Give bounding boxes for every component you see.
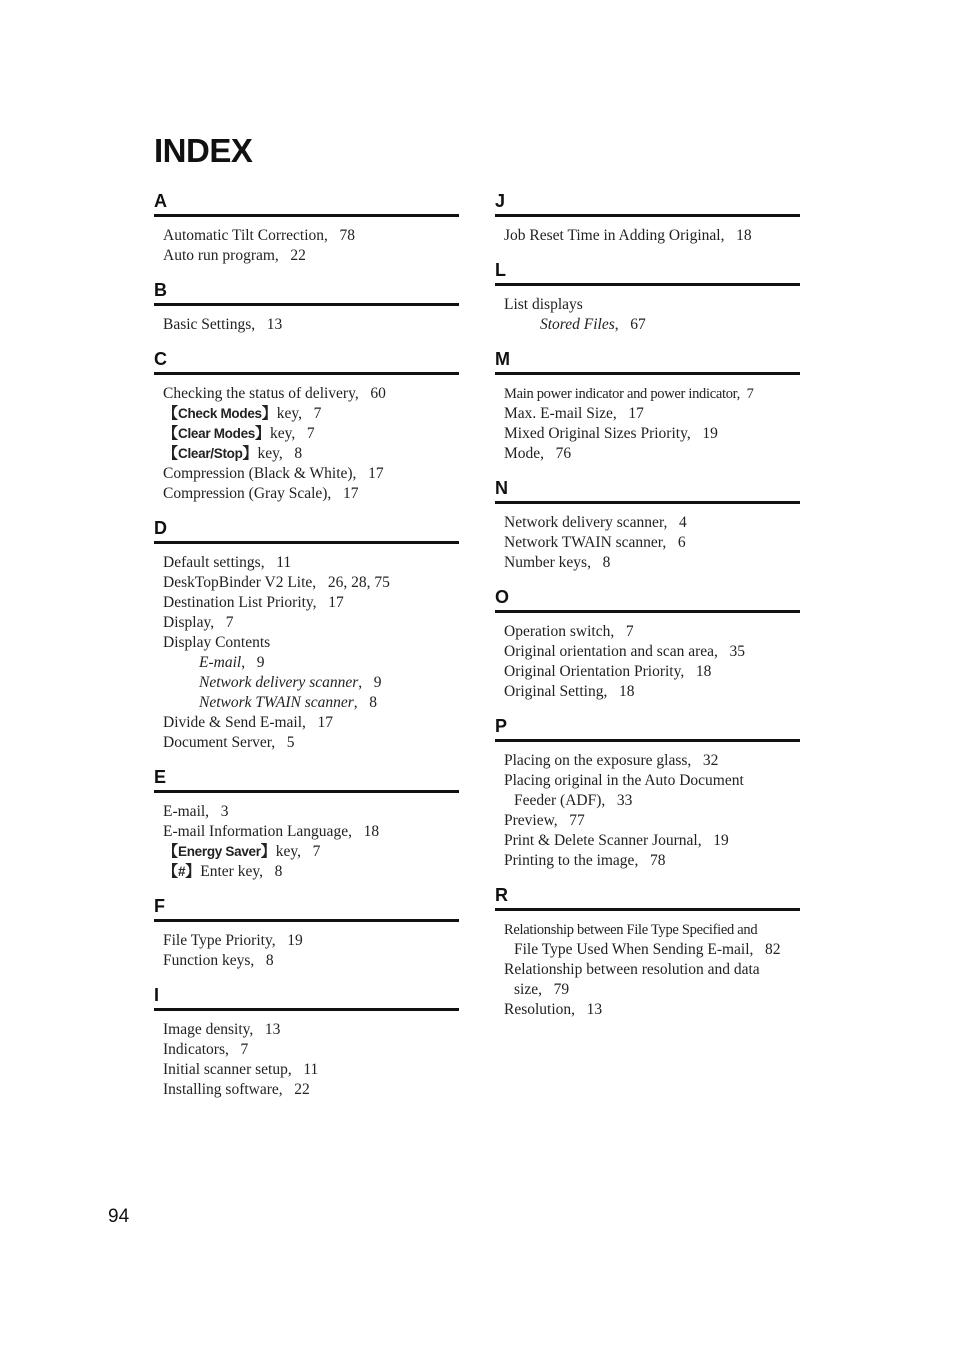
section-letter: E	[154, 766, 459, 793]
section-j	[495, 190, 800, 246]
section-letter: D	[154, 517, 459, 544]
index-entry: Basic Settings, 13	[163, 316, 283, 333]
index-entry: Mixed Original Sizes Priority, 19	[504, 425, 718, 442]
section-letter: J	[495, 190, 800, 217]
index-entry: Compression (Gray Scale), 17	[163, 485, 359, 502]
key-name: Energy Saver	[178, 844, 261, 859]
index-title: INDEX	[154, 132, 253, 169]
index-entry: Divide & Send E-mail, 17	[163, 714, 334, 731]
section-letter: P	[495, 715, 800, 742]
index-entry: Placing original in the Auto Document	[504, 772, 744, 789]
index-entry: 【Clear/Stop】key, 8	[163, 445, 303, 462]
index-entry-continuation: size, 79	[514, 981, 570, 998]
index-entry: Network delivery scanner, 4	[504, 514, 687, 531]
index-entry: Function keys, 8	[163, 952, 274, 969]
index-entry: Preview, 77	[504, 812, 585, 829]
index-entry: Indicators, 7	[163, 1041, 249, 1058]
index-subentry: E-mail, 9	[199, 654, 265, 671]
index-entry: Original Setting, 18	[504, 683, 635, 700]
section-letter: I	[154, 984, 459, 1011]
section-d	[154, 517, 459, 753]
index-column-right	[495, 190, 800, 1033]
index-entry: Auto run program, 22	[163, 247, 306, 264]
section-letter: B	[154, 279, 459, 306]
key-name: Check Modes	[178, 406, 262, 421]
index-subentry: Network delivery scanner, 9	[199, 674, 382, 691]
section-letter: F	[154, 895, 459, 922]
index-entry: Destination List Priority, 17	[163, 594, 344, 611]
section-o	[495, 586, 800, 702]
index-entry: Number keys, 8	[504, 554, 611, 571]
section-letter: M	[495, 348, 800, 375]
index-entry: Resolution, 13	[504, 1001, 603, 1018]
index-entry: 【Check Modes】key, 7	[163, 405, 322, 422]
index-entry: Image density, 13	[163, 1021, 281, 1038]
page-number: 94	[108, 1206, 130, 1227]
index-entry: Print & Delete Scanner Journal, 19	[504, 832, 729, 849]
index-entry: 【Clear Modes】key, 7	[163, 425, 315, 442]
index-entry: Default settings, 11	[163, 554, 292, 571]
index-entry: Mode, 76	[504, 445, 572, 462]
index-subentry: Network TWAIN scanner, 8	[199, 694, 378, 711]
index-entry: Display, 7	[163, 614, 234, 631]
section-p	[495, 715, 800, 871]
section-letter: R	[495, 884, 800, 911]
index-entry: Network TWAIN scanner, 6	[504, 534, 686, 551]
section-letter: O	[495, 586, 800, 613]
index-entry: Placing on the exposure glass, 32	[504, 752, 719, 769]
index-subentry: Stored Files, 67	[540, 316, 646, 333]
index-entry-continuation: File Type Used When Sending E-mail, 82	[514, 941, 781, 958]
section-letter: L	[495, 259, 800, 286]
index-entry: Relationship between resolution and data	[504, 961, 760, 978]
index-entry: Main power indicator and power indicator, 7	[504, 386, 754, 402]
index-entry: Original Orientation Priority, 18	[504, 663, 712, 680]
index-entry: Max. E-mail Size, 17	[504, 405, 644, 422]
section-m	[495, 348, 800, 464]
index-entry: Installing software, 22	[163, 1081, 310, 1098]
section-b	[154, 279, 459, 335]
section-c	[154, 348, 459, 504]
section-e	[154, 766, 459, 882]
index-entry: List displays	[504, 296, 583, 313]
section-letter: N	[495, 477, 800, 504]
key-name: #	[178, 864, 186, 879]
section-a	[154, 190, 459, 266]
index-entry: 【Energy Saver】key, 7	[163, 843, 321, 860]
section-l	[495, 259, 800, 335]
key-name: Clear Modes	[178, 426, 255, 441]
index-entry: Document Server, 5	[163, 734, 295, 751]
index-entry: Compression (Black & White), 17	[163, 465, 384, 482]
index-entry: Job Reset Time in Adding Original, 18	[504, 227, 752, 244]
index-entry: DeskTopBinder V2 Lite, 26, 28, 75	[163, 574, 390, 591]
section-f	[154, 895, 459, 971]
index-entry: File Type Priority, 19	[163, 932, 303, 949]
index-entry: E-mail, 3	[163, 803, 229, 820]
index-entry: Initial scanner setup, 11	[163, 1061, 319, 1078]
index-entry: Checking the status of delivery, 60	[163, 385, 386, 402]
index-entry: Relationship between File Type Specified and	[504, 922, 758, 938]
key-name: Clear/Stop	[178, 446, 243, 461]
index-entry: Automatic Tilt Correction, 78	[163, 227, 356, 244]
index-entry: Original orientation and scan area, 35	[504, 643, 746, 660]
section-n	[495, 477, 800, 573]
section-r	[495, 884, 800, 1020]
index-entry: Display Contents	[163, 634, 271, 651]
index-entry-continuation: Feeder (ADF), 33	[514, 792, 633, 809]
index-entry: Printing to the image, 78	[504, 852, 666, 869]
index-column-left	[154, 190, 459, 1113]
index-entry: Operation switch, 7	[504, 623, 634, 640]
section-i	[154, 984, 459, 1100]
index-entry: 【#】Enter key, 8	[163, 863, 283, 880]
section-letter: C	[154, 348, 459, 375]
section-letter: A	[154, 190, 459, 217]
index-entry: E-mail Information Language, 18	[163, 823, 380, 840]
